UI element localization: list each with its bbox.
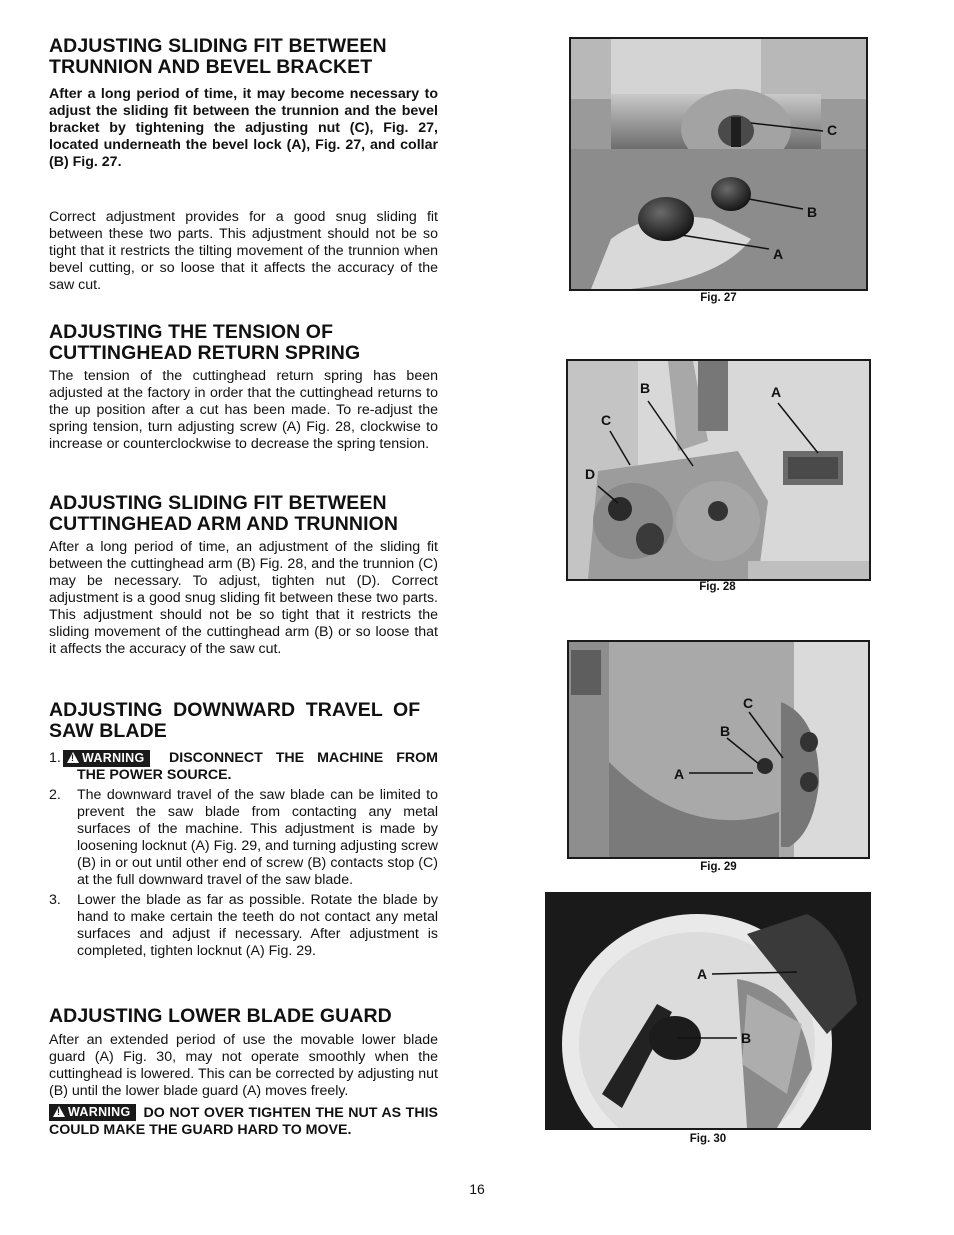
step-item xyxy=(49,750,438,784)
figure-29-illustration xyxy=(569,642,868,857)
section-paragraph: After an extended period of use the movable lower blade guard (A) Fig. 30, may not operate smoothly when the cuttinghead is lowered. This can be corrected by adjusting nut (B) until the lower blade guard (A) moves freely. xyxy=(49,1032,438,1099)
figure-30-photo xyxy=(545,892,871,1130)
step-number: 3. xyxy=(49,892,61,908)
warning-text: DO NOT OVER TIGHTEN THE NUT AS THIS COULD MAKE THE GUARD HARD TO MOVE. xyxy=(49,1105,438,1138)
section-trunnion-bevel xyxy=(49,36,438,294)
label-b: B xyxy=(741,1030,752,1046)
section-heading xyxy=(49,322,438,364)
warning-label: WARNING xyxy=(68,1105,131,1119)
label-d: D xyxy=(585,466,596,482)
section-downward-travel xyxy=(49,700,438,963)
heading-line: SAW BLADE xyxy=(49,720,167,742)
label-b: B xyxy=(807,204,818,220)
step-text: The downward travel of the saw blade can be limited to prevent the saw blade from contacting any metal surfaces of the machine. This adjustment is made by loosening locknut (A) Fig. 29, and turning adjusting screw (B) in or out until other end of screw (B) contacts stop (C) at the full downward travel of the saw blade. xyxy=(77,787,438,888)
section-heading xyxy=(49,36,438,78)
label-b: B xyxy=(720,723,731,739)
figure-29-photo xyxy=(567,640,870,859)
step-item xyxy=(49,892,438,960)
figure-28-photo xyxy=(566,359,871,581)
heading-line: ADJUSTING DOWNWARD TRAVEL OF xyxy=(49,699,421,721)
step-text: Lower the blade as far as possible. Rotate the blade by hand to make certain the teeth do not contact any metal surfaces and adjust if necessary. After adjustment is completed, tighten locknut (A) Fig. 29. xyxy=(77,892,438,959)
warning-triangle-icon xyxy=(53,1106,65,1117)
section-heading: ADJUSTING LOWER BLADE GUARD xyxy=(49,1005,392,1027)
heading-line: CUTTINGHEAD ARM AND TRUNNION xyxy=(49,513,399,535)
figure-28-illustration xyxy=(568,361,869,579)
section-lower-guard xyxy=(49,1006,438,1139)
step-text: DISCONNECT THE MACHINE FROM THE POWER SOURCE. xyxy=(77,750,438,783)
figure-27-photo xyxy=(569,37,868,291)
label-a: A xyxy=(773,246,784,262)
warning-badge xyxy=(49,1104,136,1121)
figure-30-caption: Fig. 30 xyxy=(689,1133,727,1145)
step-item xyxy=(49,787,438,889)
text-column xyxy=(49,36,438,1166)
heading-line: ADJUSTING THE TENSION OF xyxy=(49,321,334,343)
heading-line: CUTTINGHEAD RETURN SPRING xyxy=(49,342,361,364)
section-heading xyxy=(49,700,438,742)
warning-badge xyxy=(63,750,150,767)
section-paragraph-bold: After a long period of time, it may become necessary to adjust the sliding fit between the trunnion and the bevel bracket by tightening the adjusting nut (C), Fig. 27, located underneath the bevel lock (A), Fig. 27, and collar (B) Fig. 27. xyxy=(49,86,438,170)
section-paragraph: The tension of the cuttinghead return spring has been adjusted at the factory in order that the cuttinghead returns to the up position after a cut has been made. To re-adjust the spring tension, turn adjusting screw (A) Fig. 28, clockwise to increase or counterclockwise to decrease the spring tension. xyxy=(49,368,438,452)
figure-30-illustration xyxy=(547,894,869,1128)
figure-27-caption: Fig. 27 xyxy=(700,292,737,304)
label-c: C xyxy=(827,122,838,138)
figure-27-illustration xyxy=(571,39,866,289)
figure-29-caption: Fig. 29 xyxy=(700,861,737,873)
section-heading xyxy=(49,493,438,535)
label-b: B xyxy=(640,380,651,396)
warning-triangle-icon xyxy=(67,752,79,763)
steps-list xyxy=(49,750,438,960)
figure-28-caption: Fig. 28 xyxy=(699,581,736,593)
heading-line: ADJUSTING SLIDING FIT BETWEEN xyxy=(49,492,387,514)
heading-line: ADJUSTING SLIDING FIT BETWEEN xyxy=(49,35,387,57)
warning-paragraph xyxy=(49,1104,438,1139)
section-paragraph: After a long period of time, an adjustment of the sliding fit between the cuttinghead arm (B) Fig. 28, and the trunnion (C) may be necessary. To adjust, tighten nut (D). Correct adjustment is a good snug sliding fit between these two parts. This adjustment should not be so tight that it restricts the sliding movement of the cuttinghead arm (B) or so loose that it affects the accuracy of the saw cut. xyxy=(49,539,438,657)
label-a: A xyxy=(771,384,782,400)
heading-line: TRUNNION AND BEVEL BRACKET xyxy=(49,56,373,78)
page-number: 16 xyxy=(469,1181,485,1197)
step-number: 2. xyxy=(49,787,61,803)
step-number: 1. xyxy=(49,750,61,766)
section-return-spring xyxy=(49,322,438,453)
label-a: A xyxy=(674,766,685,782)
section-paragraph: Correct adjustment provides for a good snug sliding fit between these two parts. This adjustment should not be so tight that it restricts the tilting movement of the trunnion when bevel cutting, or so loose that it affects the accuracy of the saw cut. xyxy=(49,209,438,293)
label-a: A xyxy=(697,966,708,982)
label-c: C xyxy=(743,695,754,711)
label-c: C xyxy=(601,412,612,428)
warning-label: WARNING xyxy=(82,751,145,765)
section-arm-trunnion xyxy=(49,493,438,658)
